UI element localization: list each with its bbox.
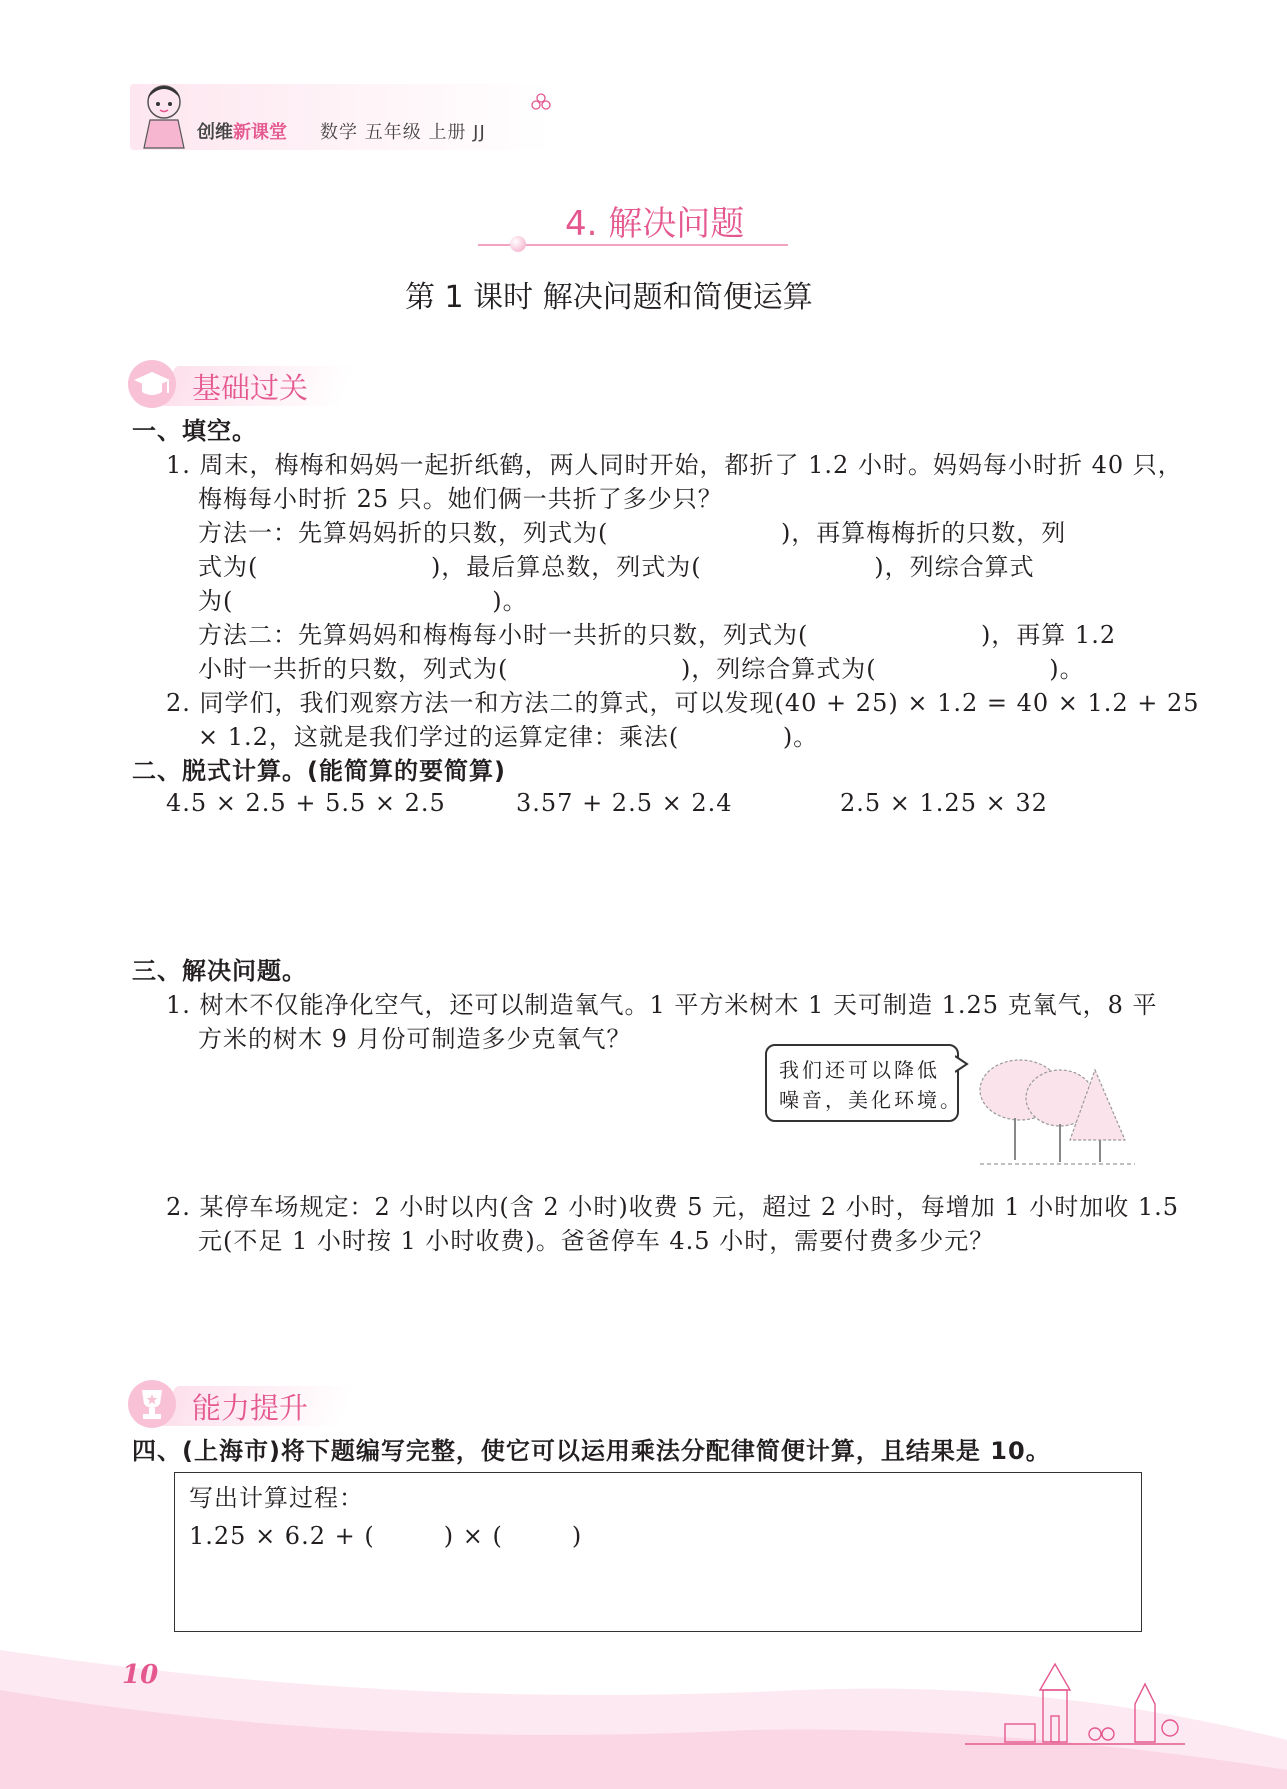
- bubble-line: 噪音，美化环境。: [779, 1088, 963, 1112]
- q1-line: × 1.2，这就是我们学过的运算定律：乘法( )。: [198, 723, 819, 751]
- q1-line: 小时一共折的只数，列式为( )，列综合算式为( )。: [198, 655, 1085, 683]
- trees-illustration-icon: [975, 1050, 1140, 1172]
- brand-part2: 新课堂: [233, 122, 287, 143]
- q1-line: 方法一：先算妈妈折的只数，列式为( )，再算梅梅折的只数，列: [198, 519, 1067, 547]
- castle-illustration-icon: [965, 1654, 1185, 1754]
- trophy-graphic: [128, 1380, 176, 1428]
- bubble-line: 我们还可以降低: [779, 1058, 940, 1082]
- q3-p2-line: 元(不足 1 小时按 1 小时收费)。爸爸停车 4.5 小时，需要付费多少元？: [198, 1227, 995, 1255]
- answer-box: [174, 1472, 1142, 1632]
- graduation-cap-graphic: [128, 360, 176, 408]
- flower-icon: [530, 92, 552, 114]
- brand-name: [197, 118, 287, 144]
- answer-box-expression: 1.25 × 6.2 + ( ) × ( ): [189, 1522, 583, 1550]
- trophy-icon: [128, 1380, 176, 1428]
- q3-heading: 三、解决问题。: [132, 957, 307, 985]
- answer-box-label: 写出计算过程：: [189, 1484, 364, 1512]
- q3-p2-line: 2. 某停车场规定：2 小时以内(含 2 小时)收费 5 元，超过 2 小时，每增加 1 小时加收 1.5: [166, 1193, 1180, 1221]
- calc-expression: 2.5 × 1.25 × 32: [840, 789, 1048, 817]
- calc-expression: 3.57 + 2.5 × 2.4: [516, 789, 733, 817]
- q4-heading: 四、(上海市)将下题编写完整，使它可以运用乘法分配律简便计算，且结果是 10。: [132, 1437, 1051, 1465]
- q1-heading: 一、填空。: [132, 417, 257, 445]
- q1-line: 梅梅每小时折 25 只。她们俩一共折了多少只？: [198, 485, 723, 513]
- calc-expression: 4.5 × 2.5 + 5.5 × 2.5: [166, 789, 446, 817]
- q1-line: 2. 同学们，我们观察方法一和方法二的算式，可以发现(40 + 25) × 1.2 = 40 × 1.2 + 25: [166, 689, 1200, 717]
- q1-line: 方法二：先算妈妈和梅梅每小时一共折的只数，列式为( )，再算 1.2: [198, 621, 1117, 649]
- graduation-cap-icon: [128, 360, 176, 408]
- q1-line: 为( )。: [198, 587, 528, 615]
- title-dot: [510, 236, 526, 252]
- chapter-title: 4. 解决问题: [565, 204, 745, 244]
- book-info: 数学 五年级 上册 JJ: [320, 122, 486, 143]
- q1-line: 式为( )，最后算总数，列式为( )，列综合算式: [198, 553, 1035, 581]
- q3-p1-line: 1. 树木不仅能净化空气，还可以制造氧气。1 平方米树木 1 天可制造 1.25 克氧气，8 平: [166, 991, 1158, 1019]
- section-title: 基础过关: [192, 371, 309, 405]
- bubble-tail: [955, 1054, 969, 1074]
- q2-heading: 二、脱式计算。(能简算的要简算): [132, 757, 506, 785]
- girl-mascot-icon: [128, 78, 198, 152]
- speech-bubble: [765, 1044, 963, 1122]
- section-header-advanced: [128, 1380, 368, 1426]
- page-number: 10: [122, 1660, 159, 1690]
- q3-p1-line: 方米的树木 9 月份可制造多少克氧气？: [198, 1025, 632, 1053]
- section-header-basic: [128, 360, 368, 406]
- brand-part1: 创维: [197, 122, 233, 143]
- lesson-title: 第 1 课时 解决问题和简便运算: [405, 280, 813, 315]
- q1-line: 1. 周末，梅梅和妈妈一起折纸鹤，两人同时开始，都折了 1.2 小时。妈妈每小时折 40 只，: [166, 451, 1183, 479]
- section-title: 能力提升: [192, 1391, 309, 1425]
